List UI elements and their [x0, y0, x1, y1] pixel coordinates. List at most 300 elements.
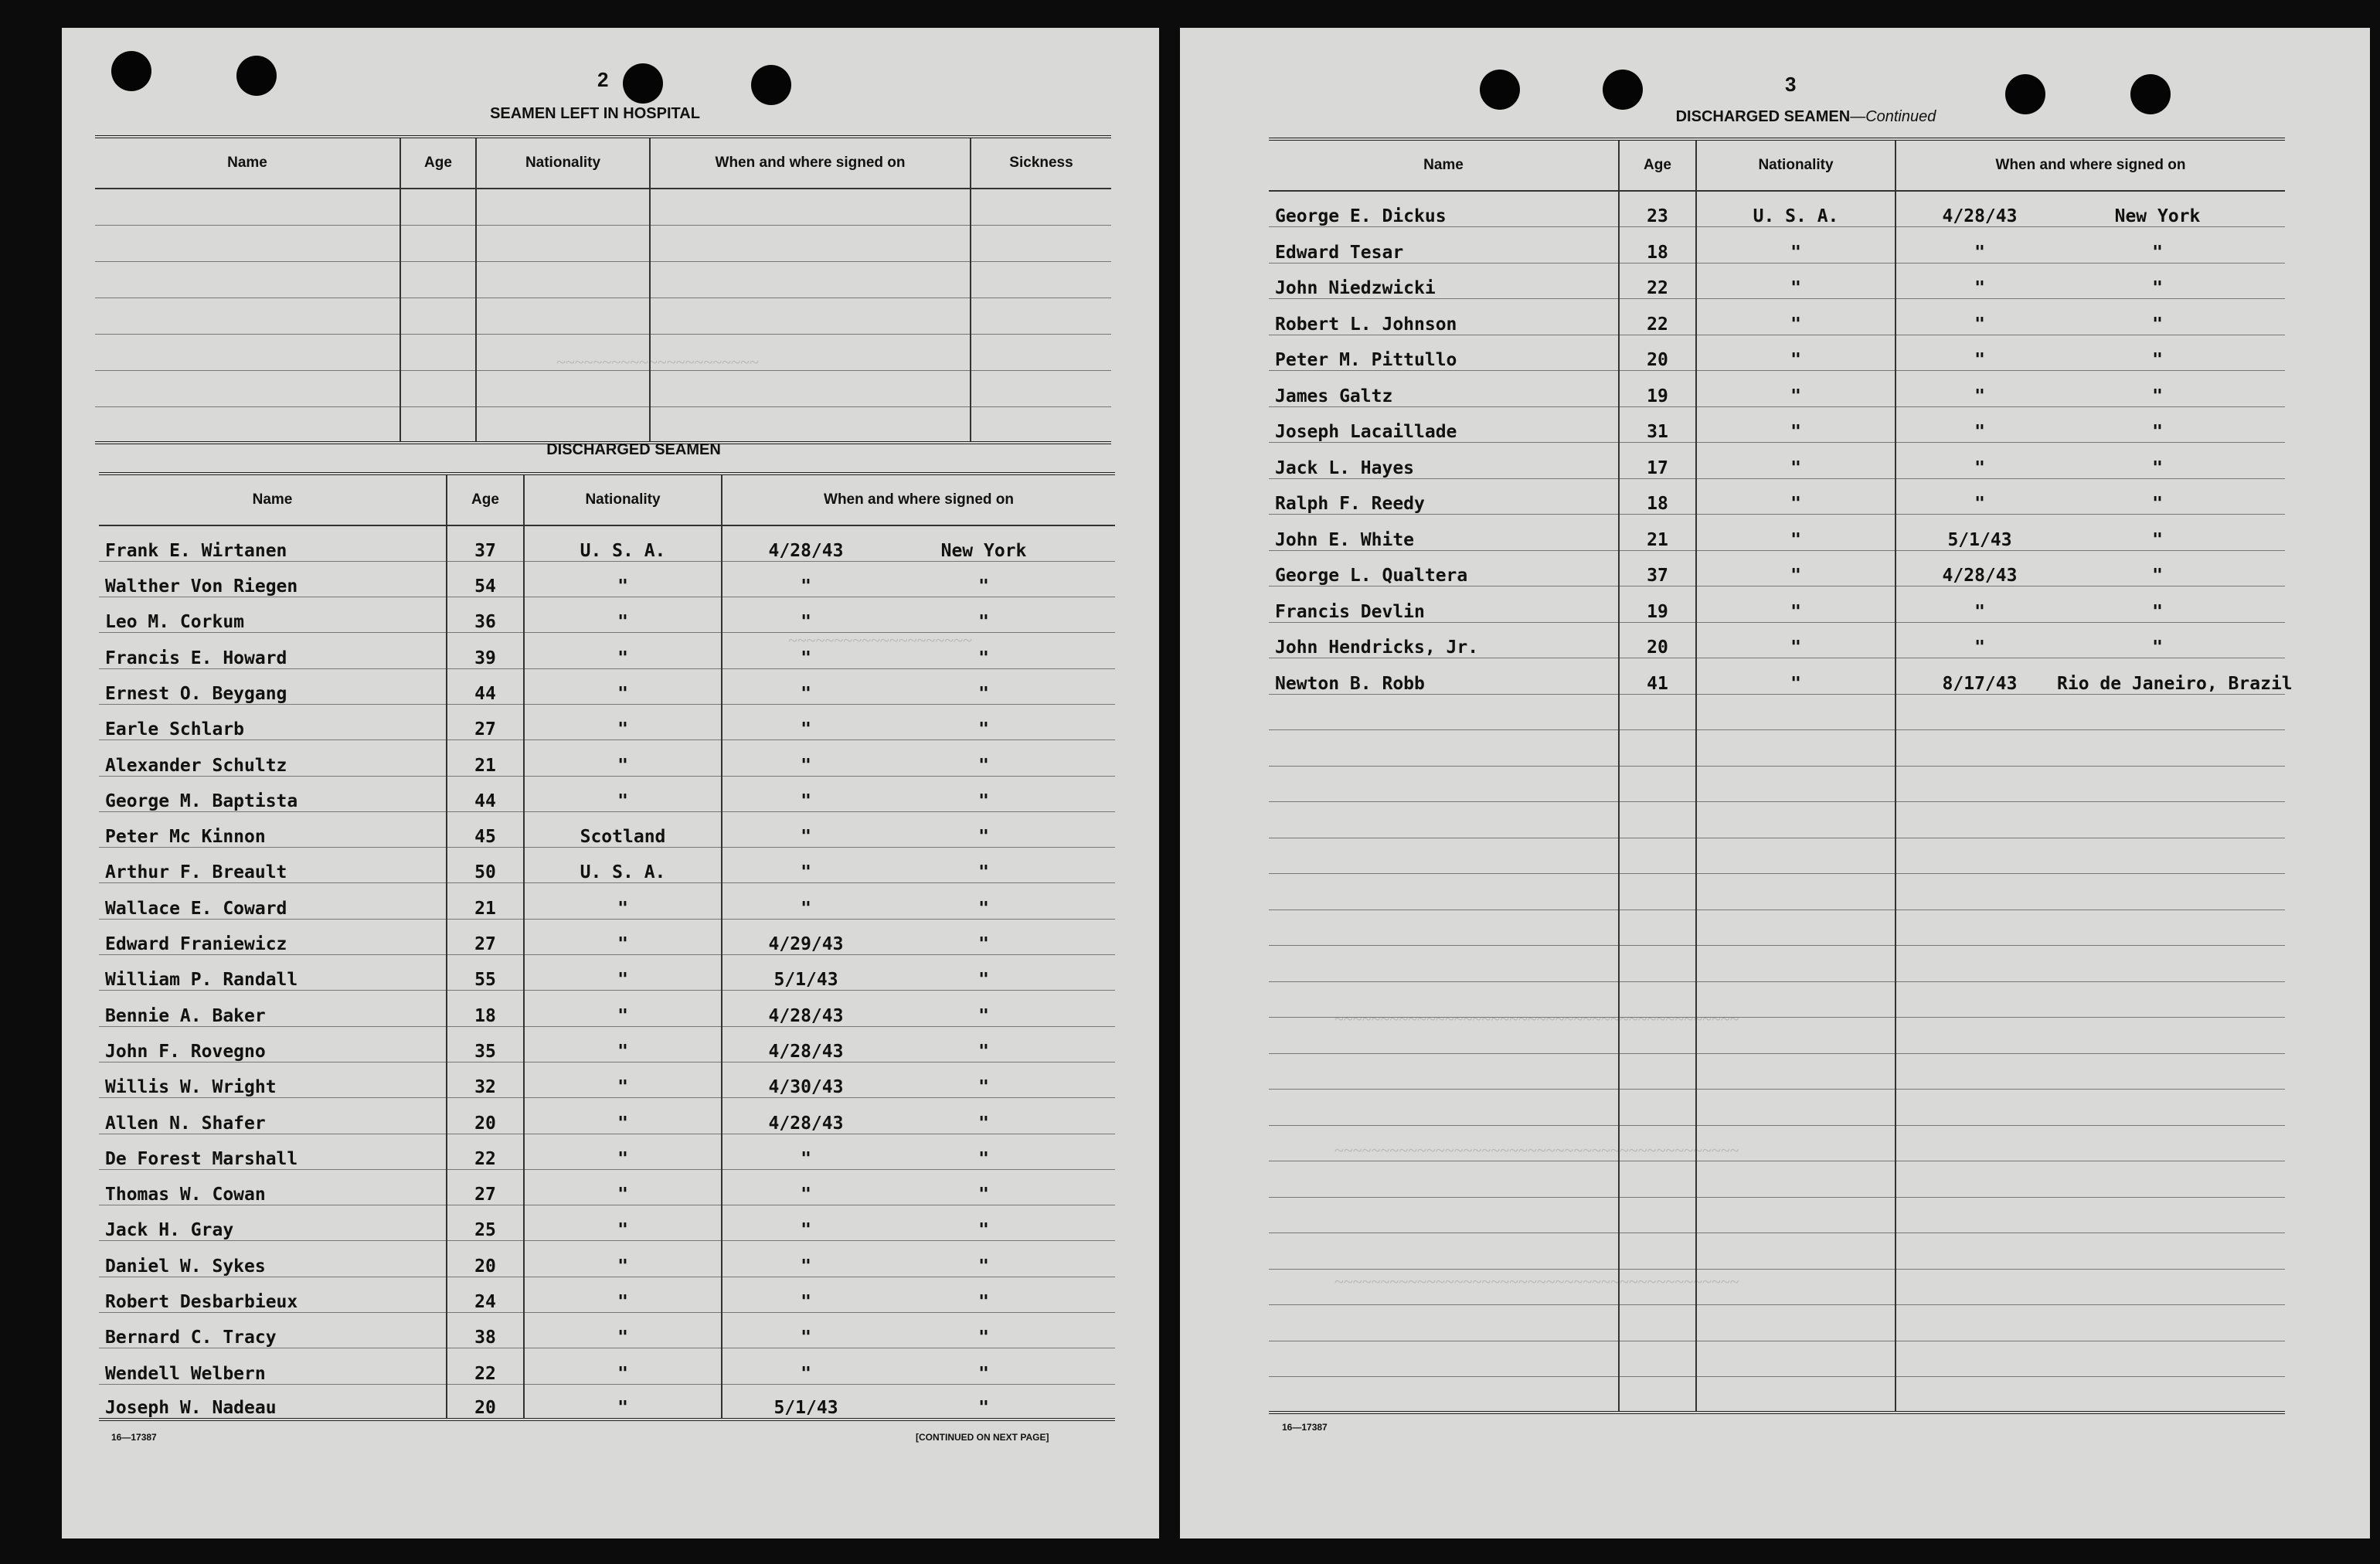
- section-title-discharged: DISCHARGED SEAMEN: [546, 441, 721, 458]
- table-cell: [722, 1384, 1115, 1420]
- signed-on-place: ": [2152, 529, 2163, 550]
- table-row: [99, 883, 1115, 919]
- table-cell: [1696, 802, 1896, 838]
- signed-on-date: 5/1/43: [774, 970, 838, 991]
- bleed-through-mark: ~~~~~~~~~~~~~~~~~~~~~~~~~~~~~~~~~~~~~~~~~~~~: [1334, 1141, 1739, 1160]
- signed-on-place: ": [2152, 601, 2163, 622]
- section-title-discharged-continued: [1590, 108, 2022, 126]
- table-row: [99, 919, 1115, 954]
- table-cell: [1896, 191, 2285, 227]
- table-cell: ": [1696, 550, 1896, 586]
- table-row: [99, 1241, 1115, 1277]
- bleed-through-mark: ~~~~~~~~~~~~~~~~~~~~~~: [556, 352, 759, 372]
- table-cell: [1896, 1197, 2285, 1233]
- table-header: [95, 137, 1111, 189]
- table-row: [1269, 1161, 2285, 1198]
- table-cell: [1696, 1341, 1896, 1377]
- table-cell: ": [1696, 299, 1896, 335]
- punch-hole: [1603, 70, 1643, 110]
- table-cell: 20: [447, 1241, 524, 1277]
- table-cell: 20: [1619, 622, 1696, 658]
- table-cell: [1269, 1269, 1619, 1305]
- table-cell: Jack L. Hayes: [1269, 443, 1619, 479]
- bleed-through-mark: ~~~~~~~~~~~~~~~~~~~~~~~~~~~~~~~~~~~~~~~~~~~~: [1334, 1272, 1739, 1291]
- signed-on-place: ": [978, 1256, 989, 1277]
- table-cell: [722, 1062, 1115, 1097]
- table-row: [1269, 946, 2285, 982]
- table-row: [1269, 1233, 2285, 1270]
- table-cell: [1269, 910, 1619, 946]
- table-row: [95, 298, 1111, 334]
- table-cell: [1619, 1090, 1696, 1126]
- table-cell: ": [1696, 406, 1896, 443]
- table-cell: [1896, 263, 2285, 299]
- table-cell: 22: [447, 1134, 524, 1169]
- table-cell: [1696, 838, 1896, 874]
- table-cell: Robert L. Johnson: [1269, 299, 1619, 335]
- table-row: [1269, 263, 2285, 299]
- table-cell: [722, 1026, 1115, 1062]
- table-cell: James Galtz: [1269, 371, 1619, 407]
- table-cell: [1896, 478, 2285, 515]
- column-header: Age: [1619, 139, 1696, 191]
- table-row: [99, 811, 1115, 847]
- table-row: [95, 261, 1111, 298]
- table-cell: ": [524, 633, 722, 668]
- column-header: Name: [95, 137, 400, 189]
- table-cell: [1269, 802, 1619, 838]
- table-cell: 37: [447, 525, 524, 561]
- table-cell: Newton B. Robb: [1269, 658, 1619, 695]
- signed-on-date: 5/1/43: [774, 1398, 838, 1419]
- table-cell: [1619, 1125, 1696, 1161]
- table-cell: 27: [447, 1169, 524, 1205]
- signed-on-place: ": [2152, 242, 2163, 263]
- table-cell: [1619, 1053, 1696, 1090]
- table-cell: [722, 776, 1115, 811]
- table-cell: 54: [447, 561, 524, 597]
- table-cell: ": [524, 1241, 722, 1277]
- signed-on-date: ": [801, 1256, 811, 1277]
- table-row: [1269, 658, 2285, 695]
- signed-on-date: ": [1974, 242, 1985, 263]
- signed-on-place: ": [978, 1113, 989, 1134]
- table-cell: ": [1696, 335, 1896, 371]
- column-header: When and where signed on: [650, 137, 971, 189]
- table-cell: [1269, 1161, 1619, 1198]
- punch-hole: [623, 63, 663, 104]
- table-cell: [1269, 1305, 1619, 1341]
- table-cell: 27: [447, 704, 524, 740]
- table-cell: 32: [447, 1062, 524, 1097]
- table-cell: ": [1696, 515, 1896, 551]
- table-row: [99, 1205, 1115, 1241]
- table-cell: U. S. A.: [1696, 191, 1896, 227]
- table-cell: ": [524, 1384, 722, 1420]
- table-cell: ": [1696, 586, 1896, 623]
- signed-on-place: ": [978, 1363, 989, 1384]
- punch-hole: [236, 56, 277, 96]
- signed-on-date: ": [1974, 386, 1985, 406]
- table-cell: [1896, 1053, 2285, 1090]
- table-row: [1269, 443, 2285, 479]
- signed-on-place: ": [978, 1148, 989, 1169]
- table-cell: ": [524, 740, 722, 776]
- table-cell: [722, 1241, 1115, 1277]
- table-row: [99, 561, 1115, 597]
- continued-note: [CONTINUED ON NEXT PAGE]: [916, 1432, 1049, 1443]
- signed-on-place: ": [978, 790, 989, 811]
- table-cell: ": [524, 991, 722, 1026]
- table-cell: [1896, 658, 2293, 695]
- column-header: Nationality: [524, 474, 722, 525]
- table-cell: Edward Franiewicz: [99, 919, 447, 954]
- table-cell: [1696, 1053, 1896, 1090]
- table-cell: [1896, 227, 2285, 264]
- table-cell: 31: [1619, 406, 1696, 443]
- table-row: [99, 1169, 1115, 1205]
- table-cell: [1619, 874, 1696, 910]
- table-cell: U. S. A.: [524, 848, 722, 883]
- table-row: [1269, 802, 2285, 838]
- table-cell: [722, 883, 1115, 919]
- table-row: [1269, 838, 2285, 874]
- signed-on-place: ": [978, 1041, 989, 1062]
- signed-on-date: ": [801, 1292, 811, 1313]
- table-cell: [1696, 981, 1896, 1018]
- table-cell: Daniel W. Sykes: [99, 1241, 447, 1277]
- table-cell: ": [524, 561, 722, 597]
- hospital-table: [95, 135, 1111, 444]
- table-cell: Willis W. Wright: [99, 1062, 447, 1097]
- signed-on-place: ": [2152, 638, 2163, 658]
- table-cell: Ernest O. Beygang: [99, 668, 447, 704]
- table-cell: ": [524, 1348, 722, 1384]
- table-cell: [722, 811, 1115, 847]
- table-cell: 24: [447, 1277, 524, 1312]
- signed-on-date: ": [801, 1185, 811, 1205]
- table-cell: [1896, 946, 2285, 982]
- table-cell: John E. White: [1269, 515, 1619, 551]
- table-cell: [1696, 1018, 1896, 1054]
- table-cell: [1696, 1161, 1896, 1198]
- signed-on-date: 4/29/43: [768, 934, 844, 955]
- signed-on-date: ": [801, 612, 811, 633]
- table-row: [1269, 406, 2285, 443]
- signed-on-place: ": [978, 683, 989, 704]
- table-cell: [1619, 1233, 1696, 1270]
- table-cell: 18: [1619, 227, 1696, 264]
- table-cell: [1896, 443, 2285, 479]
- table-cell: 45: [447, 811, 524, 847]
- table-cell: 21: [447, 740, 524, 776]
- signed-on-date: ": [801, 755, 811, 776]
- table-cell: [1896, 371, 2285, 407]
- column-header: Name: [99, 474, 447, 525]
- table-row: [1269, 1341, 2285, 1377]
- signed-on-place: ": [978, 755, 989, 776]
- table-cell: Bennie A. Baker: [99, 991, 447, 1026]
- table-cell: [1269, 694, 1619, 730]
- table-cell: [1269, 838, 1619, 874]
- signed-on-date: ": [801, 790, 811, 811]
- table-row: [1269, 981, 2285, 1018]
- signed-on-place: ": [978, 1077, 989, 1098]
- table-cell: [1696, 1269, 1896, 1305]
- table-cell: [1619, 1305, 1696, 1341]
- table-cell: [1269, 1377, 1619, 1413]
- table-row: [99, 1384, 1115, 1420]
- table-cell: [1696, 946, 1896, 982]
- table-row: [99, 1098, 1115, 1134]
- table-cell: [722, 1313, 1115, 1348]
- table-cell: [1896, 766, 2285, 802]
- signed-on-place: ": [2152, 494, 2163, 514]
- table-cell: 22: [1619, 263, 1696, 299]
- table-cell: 50: [447, 848, 524, 883]
- signed-on-place: ": [978, 1005, 989, 1026]
- signed-on-place: ": [978, 970, 989, 991]
- table-cell: George E. Dickus: [1269, 191, 1619, 227]
- form-number: 16—17387: [1282, 1422, 1328, 1433]
- table-cell: [722, 740, 1115, 776]
- table-row: [1269, 1377, 2285, 1413]
- punch-hole: [111, 51, 151, 91]
- table-cell: Allen N. Shafer: [99, 1098, 447, 1134]
- table-cell: [1619, 766, 1696, 802]
- table-cell: ": [524, 1169, 722, 1205]
- signed-on-date: ": [801, 648, 811, 668]
- table-cell: [1619, 946, 1696, 982]
- table-cell: Francis Devlin: [1269, 586, 1619, 623]
- table-cell: [722, 668, 1115, 704]
- table-cell: [1619, 1161, 1696, 1198]
- table-cell: Wallace E. Coward: [99, 883, 447, 919]
- table-cell: [722, 955, 1115, 991]
- table-cell: 22: [447, 1348, 524, 1384]
- signed-on-date: ": [1974, 494, 1985, 514]
- table-cell: Walther Von Riegen: [99, 561, 447, 597]
- table-row: [1269, 694, 2285, 730]
- table-cell: Peter Mc Kinnon: [99, 811, 447, 847]
- signed-on-place: ": [978, 862, 989, 883]
- table-header: [99, 474, 1115, 525]
- discharged-seamen-table: [99, 472, 1115, 1421]
- signed-on-date: 4/28/43: [768, 1005, 844, 1026]
- column-header: Nationality: [476, 137, 650, 189]
- signed-on-place: ": [978, 1220, 989, 1241]
- table-cell: [1896, 1018, 2285, 1054]
- table-cell: [1896, 802, 2285, 838]
- table-row: [1269, 1305, 2285, 1341]
- section-title-suffix: —Continued: [1850, 108, 1936, 125]
- table-cell: ": [1696, 478, 1896, 515]
- punch-hole: [2130, 74, 2171, 114]
- table-cell: [1619, 910, 1696, 946]
- table-cell: [1696, 694, 1896, 730]
- table-cell: [1619, 730, 1696, 767]
- table-row: [99, 740, 1115, 776]
- table-cell: 55: [447, 955, 524, 991]
- table-cell: [1269, 1018, 1619, 1054]
- table-cell: [1896, 730, 2285, 767]
- table-cell: 25: [447, 1205, 524, 1241]
- table-cell: ": [1696, 658, 1896, 695]
- table-row: [95, 406, 1111, 443]
- table-cell: Arthur F. Breault: [99, 848, 447, 883]
- table-row: [99, 633, 1115, 668]
- table-cell: [1896, 1125, 2285, 1161]
- column-header: Name: [1269, 139, 1619, 191]
- table-cell: [1896, 1341, 2285, 1377]
- column-header: When and where signed on: [722, 474, 1115, 525]
- table-cell: [1269, 1053, 1619, 1090]
- table-cell: [1619, 1377, 1696, 1413]
- signed-on-date: ": [801, 898, 811, 919]
- table-cell: [1269, 946, 1619, 982]
- table-cell: [1696, 1305, 1896, 1341]
- table-cell: Wendell Welbern: [99, 1348, 447, 1384]
- table-cell: 38: [447, 1313, 524, 1348]
- table-cell: 27: [447, 919, 524, 954]
- table-cell: 44: [447, 668, 524, 704]
- table-cell: [722, 919, 1115, 954]
- table-row: [99, 525, 1115, 561]
- table-row: [99, 848, 1115, 883]
- table-cell: [722, 704, 1115, 740]
- table-row: [1269, 1197, 2285, 1233]
- table-cell: 20: [1619, 335, 1696, 371]
- table-cell: [1619, 838, 1696, 874]
- table-cell: [1896, 406, 2285, 443]
- table-cell: [1896, 874, 2285, 910]
- table-cell: [1696, 1125, 1896, 1161]
- signed-on-date: ": [1974, 350, 1985, 370]
- table-cell: De Forest Marshall: [99, 1134, 447, 1169]
- table-cell: [1896, 1269, 2285, 1305]
- table-row: [99, 1062, 1115, 1097]
- signed-on-date: ": [1974, 278, 1985, 298]
- table-cell: [722, 1169, 1115, 1205]
- table-cell: ": [524, 597, 722, 633]
- signed-on-place: ": [2152, 457, 2163, 478]
- table-cell: ": [524, 1313, 722, 1348]
- table-cell: [1696, 730, 1896, 767]
- table-cell: [1619, 1341, 1696, 1377]
- table-cell: [1619, 1197, 1696, 1233]
- table-row: [99, 991, 1115, 1026]
- table-cell: [1269, 1341, 1619, 1377]
- table-cell: [1619, 1269, 1696, 1305]
- table-row: [99, 1313, 1115, 1348]
- table-row: [99, 1134, 1115, 1169]
- signed-on-place: ": [978, 1292, 989, 1313]
- table-cell: [1896, 299, 2285, 335]
- signed-on-place: ": [978, 934, 989, 955]
- table-cell: ": [524, 1026, 722, 1062]
- table-cell: 22: [1619, 299, 1696, 335]
- table-cell: William P. Randall: [99, 955, 447, 991]
- signed-on-date: ": [1974, 457, 1985, 478]
- section-title-hospital: SEAMEN LEFT IN HOSPITAL: [490, 105, 700, 122]
- table-row: [1269, 874, 2285, 910]
- right-page: [1180, 28, 2370, 1538]
- table-row: [1269, 299, 2285, 335]
- table-cell: Francis E. Howard: [99, 633, 447, 668]
- table-cell: 21: [1619, 515, 1696, 551]
- table-row: [99, 704, 1115, 740]
- table-cell: ": [524, 919, 722, 954]
- table-cell: 39: [447, 633, 524, 668]
- table-cell: 18: [447, 991, 524, 1026]
- signed-on-date: 4/28/43: [1942, 566, 2018, 586]
- table-cell: Robert Desbarbieux: [99, 1277, 447, 1312]
- table-cell: [1896, 910, 2285, 946]
- table-cell: ": [524, 1277, 722, 1312]
- table-row: [1269, 371, 2285, 407]
- signed-on-place: New York: [2114, 206, 2201, 226]
- table-row: [1269, 730, 2285, 767]
- table-cell: ": [1696, 443, 1896, 479]
- page-number: 3: [1785, 73, 1797, 96]
- signed-on-date: ": [1974, 422, 1985, 442]
- table-row: [1269, 622, 2285, 658]
- table-row: [99, 1277, 1115, 1312]
- table-cell: ": [524, 883, 722, 919]
- table-cell: [722, 848, 1115, 883]
- signed-on-place: ": [978, 612, 989, 633]
- table-row: [99, 668, 1115, 704]
- table-cell: 20: [447, 1098, 524, 1134]
- table-row: [1269, 1125, 2285, 1161]
- table-cell: [1619, 694, 1696, 730]
- bleed-through-mark: ~~~~~~~~~~~~~~~~~~~~~~~~~~~~~~~~~~~~~~~~~~~~: [1334, 1009, 1739, 1028]
- signed-on-date: 4/28/43: [768, 1113, 844, 1134]
- signed-on-date: 8/17/43: [1942, 673, 2018, 694]
- table-cell: 35: [447, 1026, 524, 1062]
- table-cell: [722, 991, 1115, 1026]
- table-cell: [1896, 694, 2285, 730]
- signed-on-place: New York: [940, 540, 1027, 561]
- table-cell: [1269, 1233, 1619, 1270]
- signed-on-place: ": [978, 648, 989, 668]
- table-row: [1269, 1053, 2285, 1090]
- table-cell: ": [1696, 371, 1896, 407]
- table-row: [99, 776, 1115, 811]
- table-cell: [1269, 1125, 1619, 1161]
- table-row: [1269, 191, 2285, 227]
- signed-on-date: ": [1974, 314, 1985, 335]
- table-cell: U. S. A.: [524, 525, 722, 561]
- table-cell: [1619, 802, 1696, 838]
- signed-on-place: ": [2152, 278, 2163, 298]
- table-row: [99, 955, 1115, 991]
- table-cell: [1696, 1233, 1896, 1270]
- signed-on-date: ": [801, 683, 811, 704]
- signed-on-place: ": [978, 576, 989, 597]
- page-number: 2: [597, 68, 609, 91]
- signed-on-place: ": [2152, 314, 2163, 335]
- table-row: [1269, 1269, 2285, 1305]
- table-cell: Frank E. Wirtanen: [99, 525, 447, 561]
- table-cell: [1896, 515, 2285, 551]
- table-header: [1269, 139, 2285, 191]
- table-row: [1269, 1018, 2285, 1054]
- table-cell: [1269, 730, 1619, 767]
- table-cell: ": [1696, 622, 1896, 658]
- signed-on-place: ": [978, 719, 989, 740]
- table-row: [99, 597, 1115, 633]
